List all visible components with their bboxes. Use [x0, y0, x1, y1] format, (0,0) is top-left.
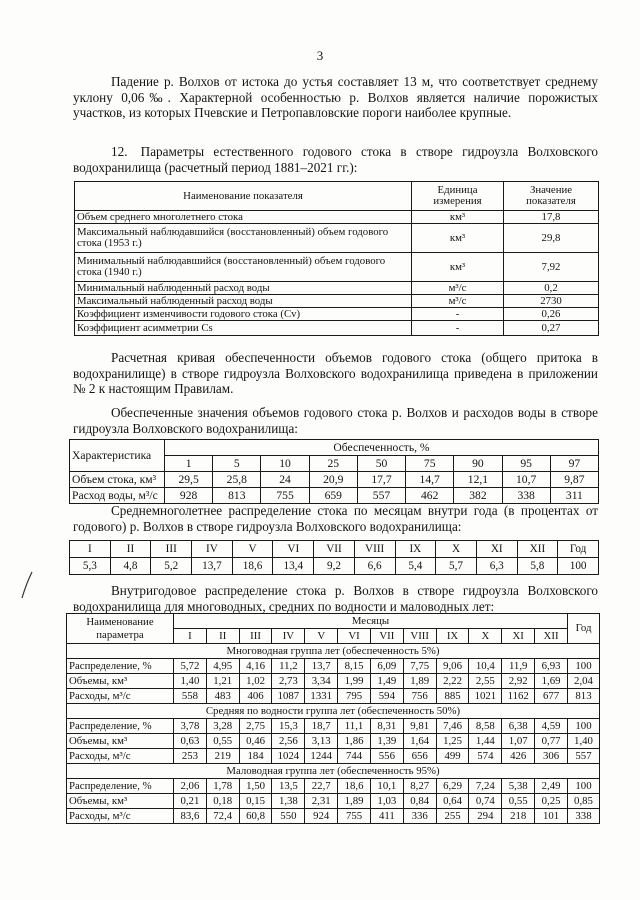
table-cell: 755 [261, 488, 309, 504]
header-probability: Обеспеченность, % [165, 440, 599, 456]
table-cell: 557 [357, 488, 405, 504]
table-row [67, 734, 600, 749]
table-cell: 1024 [272, 749, 305, 764]
table-cell: 336 [403, 809, 436, 824]
indicator-name: Минимальный наблюденный расход воды [75, 282, 412, 295]
table-cell: 12,1 [454, 472, 502, 488]
table-cell: 3,28 [206, 719, 239, 734]
table-cell: 8,15 [338, 659, 371, 674]
table-cell: 18,7 [305, 719, 338, 734]
table-cell: 311 [550, 488, 598, 504]
month-header: XI [476, 541, 517, 558]
table-cell: 253 [174, 749, 207, 764]
month-header: III [151, 541, 192, 558]
table-cell: 0,55 [206, 734, 239, 749]
table-cell: 557 [568, 749, 600, 764]
table-cell: 8,31 [370, 719, 403, 734]
table-cell: 677 [535, 689, 568, 704]
indicator-value: 0,26 [504, 308, 599, 321]
table-cell: 2,31 [305, 794, 338, 809]
table-cell: 11,1 [338, 719, 371, 734]
group-title: Маловодная группа лет (обеспеченность 95%) [67, 764, 600, 779]
table-row [67, 809, 600, 824]
table-cell: 1,44 [469, 734, 502, 749]
table-cell: 1,64 [403, 734, 436, 749]
row-label: Объемы, км³ [67, 674, 174, 689]
table-cell: 2,06 [174, 779, 207, 794]
month-value: 100 [558, 558, 599, 575]
indicator-name: Объем среднего многолетнего стока [75, 211, 412, 224]
table-cell: 294 [469, 809, 502, 824]
table-cell: 756 [403, 689, 436, 704]
paragraph-monthly-distribution: Среднемноголетнее распределение стока по месяцам внутри года (в процентах от годового) р. Волхов в створе гидроузла Волховского водохранилища: [73, 503, 598, 534]
table-cell: 1244 [305, 749, 338, 764]
table-cell: 22,7 [305, 779, 338, 794]
table-cell: 100 [568, 779, 600, 794]
month-value: 13,7 [192, 558, 233, 575]
table-cell: 29,5 [165, 472, 213, 488]
month-value: 5,8 [517, 558, 558, 575]
indicator-name: Коэффициент асимметрии Cs [75, 321, 412, 336]
table-cell: 1,86 [338, 734, 371, 749]
month-header: VII [370, 629, 403, 644]
table-cell: 3,78 [174, 719, 207, 734]
table-cell: 11,9 [502, 659, 535, 674]
table-cell: 1,25 [436, 734, 469, 749]
month-header: II [206, 629, 239, 644]
table-cell: 556 [370, 749, 403, 764]
table-cell: 255 [436, 809, 469, 824]
table-cell: 100 [568, 719, 600, 734]
indicator-value: 17,8 [504, 211, 599, 224]
intra-annual-distribution-table [66, 613, 600, 824]
table-cell: 0,25 [535, 794, 568, 809]
header-months: Месяцы [174, 614, 568, 629]
table-cell: 2,22 [436, 674, 469, 689]
month-header: III [239, 629, 272, 644]
group-title: Средняя по водности группа лет (обеспеченность 50%) [67, 704, 600, 719]
table-cell: 928 [165, 488, 213, 504]
table-row [67, 689, 600, 704]
indicator-value: 7,92 [504, 253, 599, 282]
indicator-value: 0,27 [504, 321, 599, 336]
table-cell: 1,69 [535, 674, 568, 689]
table-cell: 426 [502, 749, 535, 764]
table-cell: 10,1 [370, 779, 403, 794]
table-cell: 574 [469, 749, 502, 764]
table-cell: 1331 [305, 689, 338, 704]
indicator-unit: км³ [412, 253, 504, 282]
month-value: 9,2 [314, 558, 355, 575]
table-cell: 8,58 [469, 719, 502, 734]
month-header: VI [273, 541, 314, 558]
table-cell: 83,6 [174, 809, 207, 824]
header-indicator-name: Наименование показателя [75, 182, 412, 211]
group-title-row [67, 644, 600, 659]
table-cell: 9,06 [436, 659, 469, 674]
table-row [75, 321, 599, 336]
table-row [75, 224, 599, 253]
table-cell: 218 [502, 809, 535, 824]
probability-header: 25 [309, 456, 357, 472]
table-cell: 0,21 [174, 794, 207, 809]
row-label: Объем стока, км³ [70, 472, 165, 488]
table-cell: 499 [436, 749, 469, 764]
probability-header: 1 [165, 456, 213, 472]
indicator-unit: - [412, 321, 504, 336]
indicator-unit: м³/с [412, 295, 504, 308]
paragraph-intra-annual: Внутригодовое распределение стока р. Волхов в створе гидроузла Волховского водохранилища для многоводных, средних по водности и маловодных лет: [73, 583, 598, 614]
table-cell: 0,15 [239, 794, 272, 809]
table-cell: 2,04 [568, 674, 600, 689]
header-year: Год [568, 614, 600, 644]
table-cell: 656 [403, 749, 436, 764]
table-cell: 6,09 [370, 659, 403, 674]
row-label: Объемы, км³ [67, 794, 174, 809]
table-cell: 20,9 [309, 472, 357, 488]
indicator-unit: км³ [412, 211, 504, 224]
table-row [67, 779, 600, 794]
table-cell: 184 [239, 749, 272, 764]
month-value: 5,2 [151, 558, 192, 575]
month-header: I [70, 541, 111, 558]
month-value: 5,4 [395, 558, 436, 575]
table-cell: 306 [535, 749, 568, 764]
table-cell: 2,55 [469, 674, 502, 689]
probability-header: 5 [213, 456, 261, 472]
table-cell: 13,7 [305, 659, 338, 674]
table-cell: 17,7 [357, 472, 405, 488]
month-header: XII [517, 541, 558, 558]
page-number: 3 [316, 48, 324, 63]
month-header: IV [192, 541, 233, 558]
table-cell: 2,56 [272, 734, 305, 749]
month-value: 6,6 [354, 558, 395, 575]
row-label: Объемы, км³ [67, 734, 174, 749]
table-row [70, 488, 599, 504]
monthly-distribution-table [69, 540, 599, 575]
paragraph-probabilities: Обеспеченные значения объемов годового стока р. Волхов и расходов воды в створе гидроузла Волховского водохранилища: [73, 405, 598, 436]
table-cell: 744 [338, 749, 371, 764]
table-cell: 795 [338, 689, 371, 704]
table-cell: 100 [568, 659, 600, 674]
probability-header: 10 [261, 456, 309, 472]
table-row [67, 659, 600, 674]
row-label: Расходы, м³/с [67, 809, 174, 824]
table-cell: 2,75 [239, 719, 272, 734]
month-value: 18,6 [232, 558, 273, 575]
table-cell: 72,4 [206, 809, 239, 824]
probability-header: 75 [406, 456, 454, 472]
row-label: Расходы, м³/с [67, 749, 174, 764]
month-header: X [469, 629, 502, 644]
month-value: 4,8 [110, 558, 151, 575]
table-cell: 0,64 [436, 794, 469, 809]
table-cell: 1,40 [174, 674, 207, 689]
table-cell: 1,89 [403, 674, 436, 689]
table-cell: 219 [206, 749, 239, 764]
table-cell: 411 [370, 809, 403, 824]
table-cell: 101 [535, 809, 568, 824]
table-row [67, 674, 600, 689]
row-label: Распределение, % [67, 779, 174, 794]
group-title: Многоводная группа лет (обеспеченность 5%) [67, 644, 600, 659]
table-cell: 0,84 [403, 794, 436, 809]
row-label: Распределение, % [67, 659, 174, 674]
table-cell: 4,59 [535, 719, 568, 734]
table-cell: 0,74 [469, 794, 502, 809]
table-cell: 1021 [469, 689, 502, 704]
annual-runoff-parameters-table [74, 181, 599, 336]
probability-header: 50 [357, 456, 405, 472]
table-row [75, 211, 599, 224]
table-row [67, 794, 600, 809]
month-header: Год [558, 541, 599, 558]
month-header: II [110, 541, 151, 558]
table-cell: 3,34 [305, 674, 338, 689]
paragraph-river-fall: Падение р. Волхов от истока до устья составляет 13 м, что соответствует среднему уклону 0,06‰. Характерной особенностью р. Волхов является наличие порожистых участков, из которых Пчевские и Петропавловские пороги наиболее крупные. [73, 74, 598, 121]
table-cell: 6,29 [436, 779, 469, 794]
table-cell: 1,78 [206, 779, 239, 794]
runoff-probability-table [69, 439, 599, 504]
paragraph-curve: Расчетная кривая обеспеченности объемов годового стока (общего притока в водохранилище) в створе гидроузла Волховского водохранилища приведена в приложении № 2 к настоящим Правилам. [73, 350, 598, 397]
table-cell: 9,87 [550, 472, 598, 488]
header-parameter-name: Наименование параметра [67, 614, 174, 644]
table-row [75, 253, 599, 282]
row-label: Распределение, % [67, 719, 174, 734]
table-cell: 1,89 [338, 794, 371, 809]
table-cell: 0,55 [502, 794, 535, 809]
table-cell: 1,40 [568, 734, 600, 749]
indicator-name: Минимальный наблюдавшийся (восстановленный) объем годового стока (1940 г.) [75, 253, 412, 282]
table-row [67, 719, 600, 734]
table-cell: 6,93 [535, 659, 568, 674]
month-value: 5,3 [70, 558, 111, 575]
table-cell: 1087 [272, 689, 305, 704]
table-cell: 659 [309, 488, 357, 504]
indicator-unit: - [412, 308, 504, 321]
month-header: IX [436, 629, 469, 644]
table-cell: 1,02 [239, 674, 272, 689]
header-characteristic: Характеристика [70, 440, 165, 472]
probability-header: 95 [502, 456, 550, 472]
table-cell: 25,8 [213, 472, 261, 488]
indicator-name: Коэффициент изменчивости годового стока (Cv) [75, 308, 412, 321]
table-cell: 18,6 [338, 779, 371, 794]
table-row [75, 308, 599, 321]
table-cell: 11,2 [272, 659, 305, 674]
table-cell: 0,18 [206, 794, 239, 809]
group-title-row [67, 764, 600, 779]
indicator-name: Максимальный наблюденный расход воды [75, 295, 412, 308]
month-value: 6,3 [476, 558, 517, 575]
indicator-name: Максимальный наблюдавшийся (восстановленный) объем годового стока (1953 г.) [75, 224, 412, 253]
table-cell: 406 [239, 689, 272, 704]
month-header: IV [272, 629, 305, 644]
probability-header: 97 [550, 456, 598, 472]
table-cell: 0,63 [174, 734, 207, 749]
table-cell: 10,7 [502, 472, 550, 488]
table-cell: 7,46 [436, 719, 469, 734]
probability-header: 90 [454, 456, 502, 472]
month-header: VI [338, 629, 371, 644]
table-cell: 15,3 [272, 719, 305, 734]
table-cell: 338 [502, 488, 550, 504]
indicator-unit: км³ [412, 224, 504, 253]
table-row [70, 472, 599, 488]
table-cell: 0,85 [568, 794, 600, 809]
month-header: XI [502, 629, 535, 644]
month-header: V [232, 541, 273, 558]
month-header: VIII [354, 541, 395, 558]
table-cell: 24 [261, 472, 309, 488]
table-cell: 1,39 [370, 734, 403, 749]
month-value: 13,4 [273, 558, 314, 575]
table-cell: 885 [436, 689, 469, 704]
table-cell: 2,92 [502, 674, 535, 689]
table-row [67, 749, 600, 764]
table-cell: 5,38 [502, 779, 535, 794]
table-cell: 1,50 [239, 779, 272, 794]
table-cell: 382 [454, 488, 502, 504]
month-header: VII [314, 541, 355, 558]
month-header: V [305, 629, 338, 644]
month-header: X [436, 541, 477, 558]
indicator-value: 2730 [504, 295, 599, 308]
table-cell: 1162 [502, 689, 535, 704]
header-unit: Единица измерения [412, 182, 504, 211]
table-cell: 483 [206, 689, 239, 704]
margin-pen-mark [20, 570, 34, 600]
table-cell: 2,73 [272, 674, 305, 689]
month-header: VIII [403, 629, 436, 644]
indicator-value: 0,2 [504, 282, 599, 295]
table-cell: 1,21 [206, 674, 239, 689]
table-cell: 755 [338, 809, 371, 824]
table-cell: 7,75 [403, 659, 436, 674]
table-cell: 813 [568, 689, 600, 704]
month-header: IX [395, 541, 436, 558]
table-cell: 3,13 [305, 734, 338, 749]
table-cell: 1,38 [272, 794, 305, 809]
table-cell: 0,46 [239, 734, 272, 749]
table-cell: 13,5 [272, 779, 305, 794]
table-cell: 1,07 [502, 734, 535, 749]
table-cell: 4,16 [239, 659, 272, 674]
table-cell: 60,8 [239, 809, 272, 824]
table-cell: 9,81 [403, 719, 436, 734]
table-cell: 2,49 [535, 779, 568, 794]
table-cell: 10,4 [469, 659, 502, 674]
table-cell: 1,99 [338, 674, 371, 689]
table-cell: 4,95 [206, 659, 239, 674]
month-header: XII [535, 629, 568, 644]
table-cell: 338 [568, 809, 600, 824]
month-value: 5,7 [436, 558, 477, 575]
table-row [75, 282, 599, 295]
table-cell: 1,49 [370, 674, 403, 689]
indicator-unit: м³/с [412, 282, 504, 295]
indicator-value: 29,8 [504, 224, 599, 253]
table-cell: 14,7 [406, 472, 454, 488]
month-header: I [174, 629, 207, 644]
table-cell: 924 [305, 809, 338, 824]
table-cell: 0,77 [535, 734, 568, 749]
table-cell: 813 [213, 488, 261, 504]
table-cell: 558 [174, 689, 207, 704]
table-cell: 6,38 [502, 719, 535, 734]
table-row [75, 295, 599, 308]
table-cell: 462 [406, 488, 454, 504]
table-cell: 1,03 [370, 794, 403, 809]
row-label: Расходы, м³/с [67, 689, 174, 704]
table-cell: 550 [272, 809, 305, 824]
header-value: Значение показателя [504, 182, 599, 211]
table-cell: 7,24 [469, 779, 502, 794]
table-cell: 594 [370, 689, 403, 704]
group-title-row [67, 704, 600, 719]
row-label: Расход воды, м³/с [70, 488, 165, 504]
table-cell: 8,27 [403, 779, 436, 794]
section-12-heading: 12. Параметры естественного годового стока в створе гидроузла Волховского водохранилища (расчетный период 1881–2021 гг.): [73, 144, 598, 175]
table-cell: 5,72 [174, 659, 207, 674]
